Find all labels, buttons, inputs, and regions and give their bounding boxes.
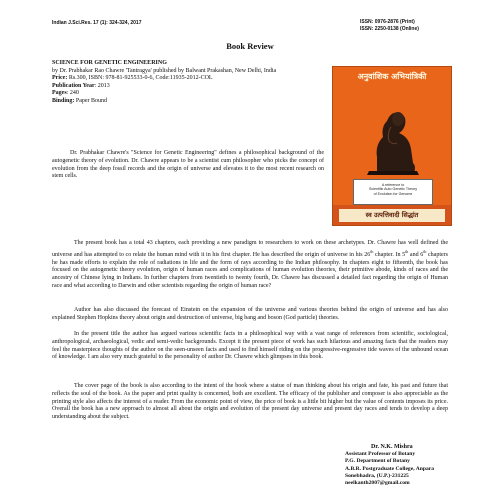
issn-print: ISSN: 0976-2876 (Print)	[360, 19, 415, 25]
cover-box-line1: A reference to	[381, 183, 405, 187]
book-cover-image	[332, 66, 452, 226]
cover-author-banner: स्व उत्पत्तिवादी सिद्धांत	[339, 209, 445, 222]
page-heading: Book Review	[226, 41, 274, 51]
year-label: Publication Year	[52, 82, 95, 89]
reviewer-college: A.B.R. Postgraduate College, Anpara	[345, 465, 435, 472]
reviewer-signature	[345, 444, 434, 487]
cover-title: अनुवांशिक अभियांत्रिकी	[357, 72, 427, 81]
reviewer-department: P.G. Department of Botany	[345, 458, 410, 465]
issn-online: ISSN: 2250-0138 (Online)	[360, 26, 419, 32]
cover-box-line2: Scientific Auto Genetic Theory	[368, 187, 418, 192]
year-value: : 2013	[94, 82, 110, 89]
book-title: SCIENCE FOR GENETIC ENGINEERING	[52, 60, 167, 66]
book-byline: by Dr. Prabhakar Rao Chawre 'Tantragya' published by Balwant Prakashan, New Delhi, India	[52, 67, 277, 74]
pages-value: : 240	[66, 90, 79, 97]
thinker-statue-icon	[347, 97, 439, 177]
book-metadata	[52, 60, 324, 106]
price-value: Rs.300, ISBN: 978-81-925533-0-6, Code:11935-2012-COL	[68, 75, 213, 82]
issn-block	[360, 19, 419, 33]
reviewer-location: Sonebhadra, (U.P.)-231225	[345, 472, 409, 479]
book-price	[52, 75, 324, 83]
reviewer-name: Dr. N.K. Mishra	[371, 444, 413, 450]
body-paragraph-2: Author has also discussed the forecast of Einstein on the expansion of the universe and various theories behind the origin of universe and has also explained Stephen Hopkins theory about origin and destruction of universe, big bang and boson (God particle) theories.	[52, 307, 448, 321]
reviewer-email: neelkanth2007@gmail.com	[345, 480, 410, 487]
book-binding	[52, 98, 324, 106]
body-paragraph-1: The present book has a total 43 chapters, each providing a new paradigm to researchers to work on these archetypes. Dr. Chawre has well defined the universe and has attempted to co relate the human mind with it in his first chapter. He has described the origin of universe in his 26th chapter. In 5th and 6th chapters he has made efforts to explain the role of radiations in life and the form of rays according to the Indian philosophy. In chapters eight to fifteenth, the book has focused on the autogenetic theory evolution, origin of human races and complications of human evolution theories, their primitive abode, kinds of races and the ancestry of Chinese lying in Indians. In further chapters from twentieth to twenty fourth, Dr. Chawre has discussed a detailed fact regarding the origin of Human race and what according to Darwin and other scientists regarding the origin of human race?	[52, 240, 448, 289]
cover-box-line3: of Evolution for Genome	[373, 191, 413, 196]
price-label: Price:	[52, 75, 68, 82]
reviewer-title: Assistant Professor of Botany	[345, 451, 416, 458]
body-paragraph-4: The cover page of the book is also according to the intent of the book where a statue of man thinking about his origin and fate, his past and future that reflects the soul of the book. As the paper and print quality is concerned, both are excellent. The efficacy of the publisher and composer is also appreciable as the printing style also affects the interest of a reader. From the economic point of view, the price of book is a little bit higher but the value of contents imposes its price. Overall the book has a new approach to almost all about the origin and evolution of the present day universe and present day races and tends to develop a deep understanding about the subject.	[52, 383, 448, 421]
pages-label: Pages	[52, 90, 67, 97]
book-year	[52, 83, 324, 91]
intro-paragraph: Dr. Prabhakar Chawre's "Science for Genetic Engineering" defines a philosophical background of the autogenetic theory of evolution. Dr. Chawre appears to be a scientist cum philosopher who picks the concept of evolution from the deep fossil records and the origin of universe and elevates it to the most recent research on stem cells.	[52, 150, 324, 180]
binding-value: Paper Bound	[75, 97, 108, 104]
journal-reference: Indian J.Sci.Res. 17 (1): 324-324, 2017	[52, 20, 142, 26]
cover-subtitle-box	[353, 179, 433, 205]
body-paragraph-3: In the present title the author has argued various scientific facts in a philosophical way with a vast range of references from scientific, sociological, anthropological, archaeological, vedic and semi-vedic backgrounds. Except it the present piece of work has such hilarious and amazing facts that the readers may feel the masterpiece thoughts of the author on the seen-unseen facts and used to find himself riding on the progressive-regressive tide waves of the unbound ocean of knowledge. I am also very much grateful to the personality of author Dr. Chawre which glimpses in this book.	[52, 331, 448, 361]
book-pages	[52, 90, 324, 98]
binding-label: Binding:	[52, 97, 75, 104]
